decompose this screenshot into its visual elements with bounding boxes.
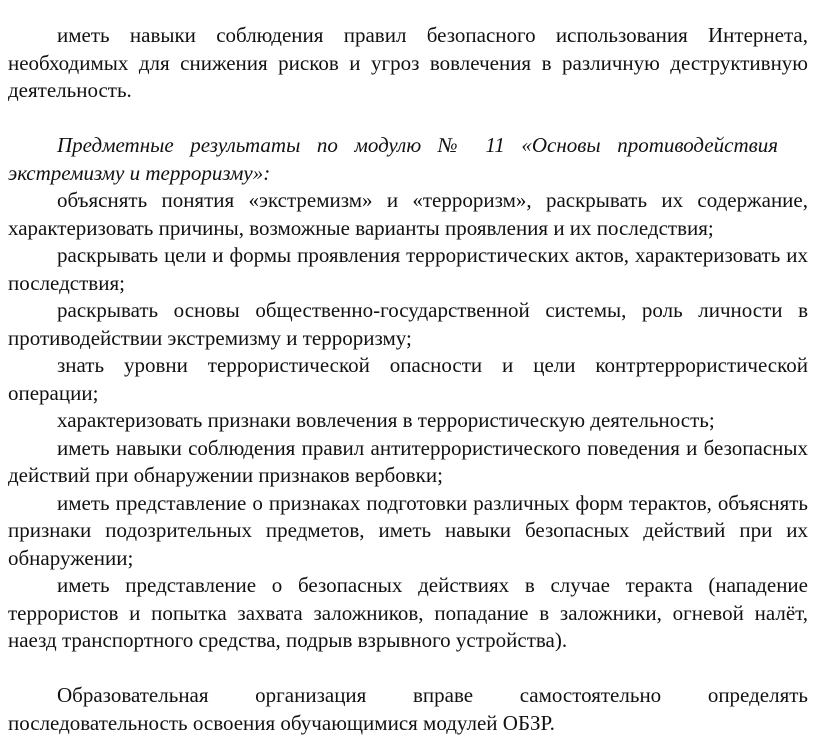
intro-paragraph: иметь навыки соблюдения правил безопасного использования Интернета, необходимых для снижения рисков и угроз вовлечения в различную деструктивную деятельность. xyxy=(8,23,808,102)
result-item: характеризовать признаки вовлечения в террористическую деятельность; xyxy=(57,408,715,432)
result-item: иметь навыки соблюдения правил антитеррористического поведения и безопасных действий при обнаружении признаков вербовки; xyxy=(8,435,808,487)
document-page xyxy=(8,22,808,737)
closing-paragraph: Образовательная организация вправе самостоятельно определять последовательность освоения обучающимися модулей ОБЗР. xyxy=(8,683,808,735)
result-item: знать уровни террористической опасности и цели контртеррористической операции; xyxy=(8,353,808,405)
result-item: объяснять понятия «экстремизм» и «терроризм», раскрывать их содержание, характеризовать причины, возможные варианты проявления и их последствия; xyxy=(8,188,808,240)
spacer xyxy=(8,105,808,133)
spacer xyxy=(8,655,808,683)
module-heading: Предметные результаты по модулю № 11 «Основы противодействия экстремизму и терроризму»: xyxy=(8,133,778,185)
result-item: раскрывать основы общественно-государственной системы, роль личности в противодействии экстремизму и терроризму; xyxy=(8,298,808,350)
result-item: иметь представление о безопасных действиях в случае теракта (нападение террористов и попытка захвата заложников, попадание в заложники, огневой налёт, наезд транспортного средства, подрыв взрывного устройства). xyxy=(8,573,808,652)
result-item: иметь представление о признаках подготовки различных форм терактов, объяснять признаки подозрительных предметов, иметь навыки безопасных действий при их обнаружении; xyxy=(8,490,808,570)
result-item: раскрывать цели и формы проявления террористических актов, характеризовать их последствия; xyxy=(8,243,808,295)
